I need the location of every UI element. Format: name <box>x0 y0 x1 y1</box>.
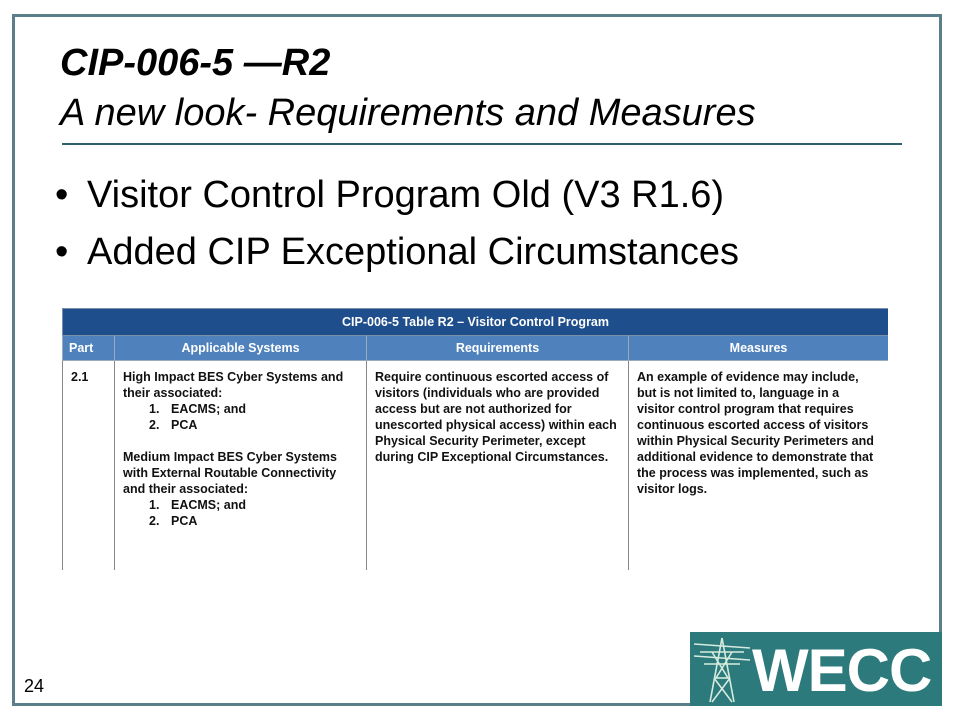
cell-applicable-systems <box>115 361 367 571</box>
medium-impact-block <box>123 449 358 529</box>
list-number: 2. <box>149 514 160 528</box>
bullet-text: Added CIP Exceptional Circumstances <box>87 231 739 273</box>
cell-requirements: Require continuous escorted access of visitors (individuals who are provided access but are not authorized for unescorted physical access) within each Physical Security Perimeter, except during CIP Exceptional Circumstances. <box>367 361 629 571</box>
wecc-logo <box>690 632 942 706</box>
list-text: EACMS; and <box>171 498 246 512</box>
slide-subtitle: A new look- Requirements and Measures <box>60 92 756 134</box>
bullet-dot-icon: • <box>55 174 69 216</box>
medium-impact-list <box>123 497 358 529</box>
cell-part: 2.1 <box>63 361 115 571</box>
column-header-requirements: Requirements <box>367 336 629 361</box>
list-item <box>149 497 358 513</box>
column-header-measures: Measures <box>629 336 889 361</box>
list-item <box>149 513 358 529</box>
list-item <box>149 401 358 417</box>
cell-measures: An example of evidence may include, but is not limited to, language in a visitor control program that requires continuous escorted access of visitors within Physical Security Perimeters and additional evidence to demonstrate that the process was implemented, such as visitor logs. <box>629 361 889 571</box>
page-number: 24 <box>24 676 45 696</box>
list-item <box>149 417 358 433</box>
title-divider <box>62 143 902 145</box>
list-number: 1. <box>149 498 160 512</box>
slide-title: CIP-006-5 —R2 <box>60 42 331 84</box>
list-number: 1. <box>149 402 160 416</box>
list-text: PCA <box>171 418 198 432</box>
table-row <box>63 361 889 571</box>
wecc-logo-text: WECC <box>752 637 932 704</box>
high-impact-block <box>123 369 358 433</box>
table-caption: CIP-006-5 Table R2 – Visitor Control Program <box>63 309 889 336</box>
high-impact-list <box>123 401 358 433</box>
transmission-tower-icon <box>694 634 750 704</box>
column-header-systems: Applicable Systems <box>115 336 367 361</box>
bullet-item <box>55 174 739 217</box>
medium-impact-heading: Medium Impact BES Cyber Systems with External Routable Connectivity and their associated: <box>123 450 337 496</box>
requirements-table-image <box>62 308 888 570</box>
bullet-list <box>55 174 739 288</box>
list-text: EACMS; and <box>171 402 246 416</box>
bullet-dot-icon: • <box>55 231 69 273</box>
list-text: PCA <box>171 514 198 528</box>
column-header-part: Part <box>63 336 115 361</box>
requirements-table <box>62 308 888 570</box>
bullet-text: Visitor Control Program Old (V3 R1.6) <box>87 174 725 216</box>
bullet-item <box>55 231 739 274</box>
high-impact-heading: High Impact BES Cyber Systems and their associated: <box>123 370 344 400</box>
list-number: 2. <box>149 418 160 432</box>
